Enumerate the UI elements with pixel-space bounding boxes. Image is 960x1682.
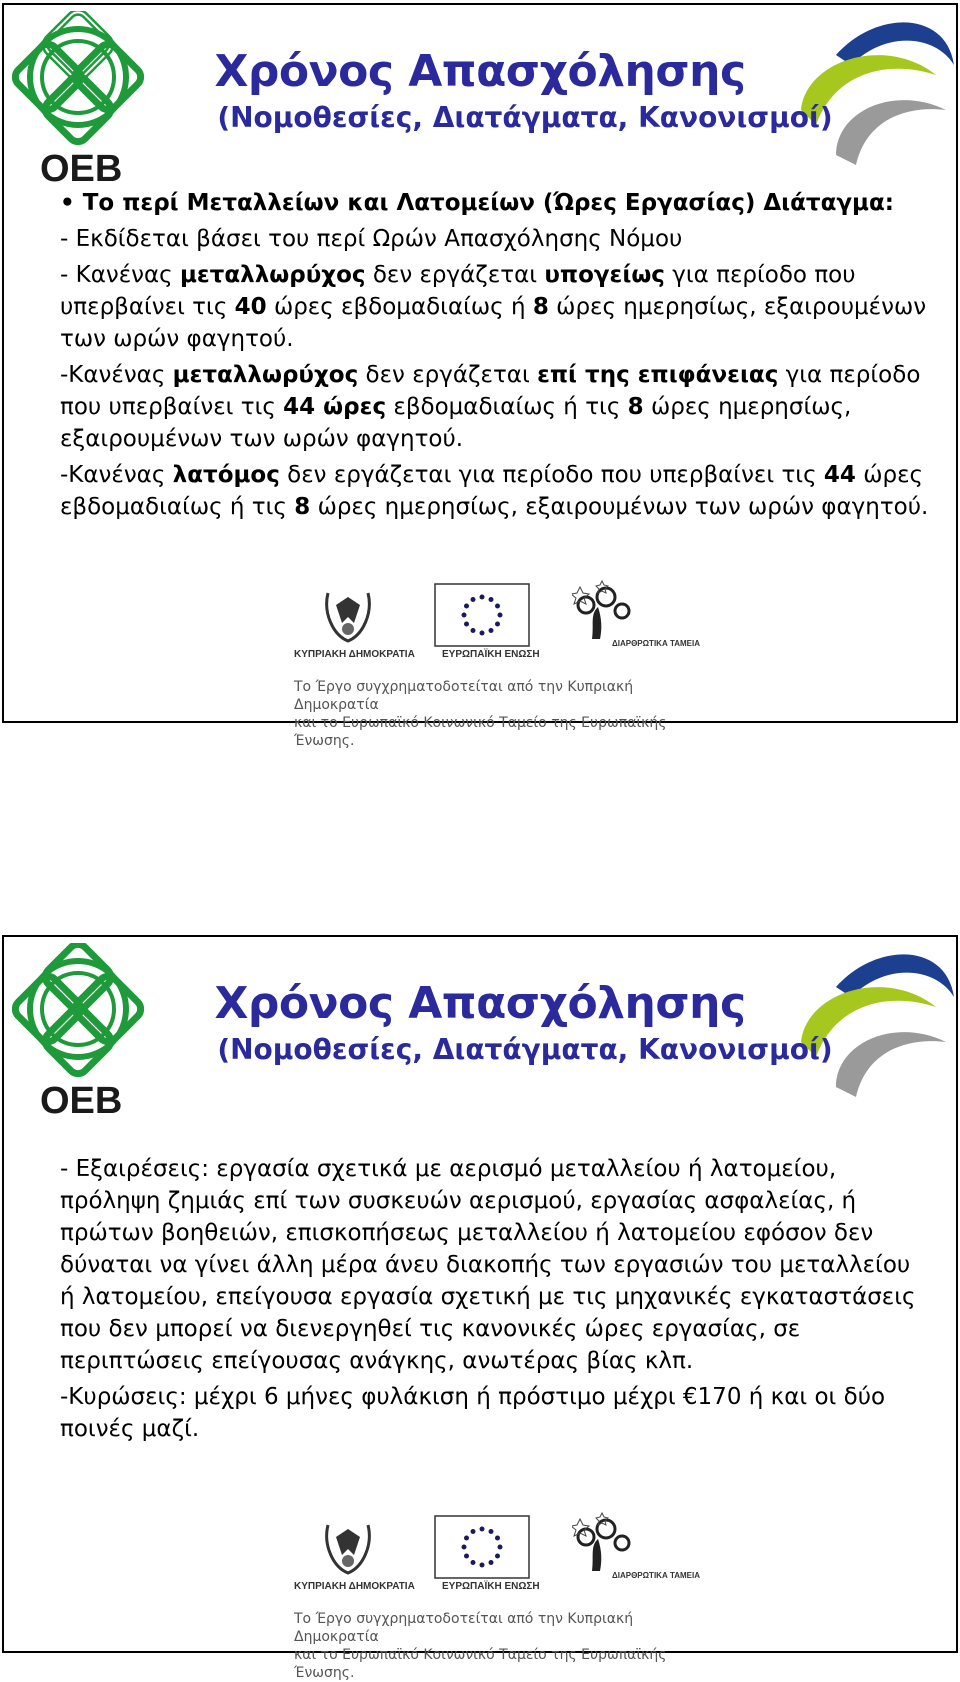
text-run: δεν εργάζεται <box>365 262 545 288</box>
text-run: εβδομαδιαίως ή τις <box>386 394 628 420</box>
page-subtitle: (Νομοθεσίες, Διατάγματα, Κανονισμοί) <box>217 101 833 134</box>
body-paragraph <box>60 459 932 523</box>
slide-1 <box>2 3 958 749</box>
oeb-logo-text: OEB <box>40 1080 123 1118</box>
funds-label: ΔΙΑΡΘΡΩΤΙΚΑ ΤΑΜΕΙΑ <box>612 1571 701 1580</box>
funding-line-2: και το Ευρωπαϊκό Κοινωνικό Ταμείο της Ευρωπαϊκής Ένωσης. <box>294 1647 667 1681</box>
bold-run: • Το περί Μεταλλείων και Λατομείων (Ώρες Εργασίας) Διάταγμα: <box>60 190 894 216</box>
text-run: για περίοδο που υπερβαίνει τις <box>60 262 856 320</box>
bold-run: 8 <box>294 494 311 520</box>
text-run: -Κυρώσεις: μέχρι 6 μήνες φυλάκιση ή πρόστιμο μέχρι €170 ή και οι δύο ποινές μαζί. <box>60 1384 886 1442</box>
funding-line-1: Το Έργο συγχρηματοδοτείται από την Κυπριακή Δημοκρατία <box>294 1611 634 1645</box>
oeb-logo-text: OEB <box>40 148 123 186</box>
bold-run: 44 ώρες <box>283 394 387 420</box>
slide-body <box>60 1153 932 1449</box>
oeb-logo-icon <box>12 943 162 1118</box>
funding-footer <box>294 1515 714 1681</box>
body-paragraph <box>60 259 932 355</box>
funding-footer <box>294 583 714 749</box>
text-run: ώρες εβδομαδιαίως ή <box>266 294 533 320</box>
bold-run: υπογείως <box>544 262 665 288</box>
funds-label: ΔΙΑΡΘΡΩΤΙΚΑ ΤΑΜΕΙΑ <box>612 639 701 648</box>
funds-tree-icon <box>572 579 638 643</box>
bold-run: επί της επιφάνειας <box>537 362 779 388</box>
funding-text <box>294 1610 714 1682</box>
funding-line-1: Το Έργο συγχρηματοδοτείται από την Κυπριακή Δημοκρατία <box>294 679 634 713</box>
cyprus-emblem-icon <box>318 583 378 645</box>
eu-label: ΕΥΡΩΠΑΪΚΗ ΕΝΩΣΗ <box>442 1581 540 1592</box>
text-run: - Εκδίδεται βάσει του περί Ωρών Απασχόλησης Νόμου <box>60 226 683 252</box>
page-subtitle: (Νομοθεσίες, Διατάγματα, Κανονισμοί) <box>217 1033 833 1066</box>
bold-run: 8 <box>627 394 644 420</box>
oeb-logo-icon <box>12 11 162 186</box>
text-run: ώρες ημερησίως, εξαιρουμένων των ωρών φαγητού. <box>60 394 852 452</box>
text-run: -Κανένας <box>60 362 173 388</box>
page-title: Χρόνος Απασχόλησης <box>214 46 746 97</box>
eu-flag-icon <box>434 583 530 647</box>
body-paragraph <box>60 187 932 219</box>
text-run: δεν εργάζεται <box>358 362 538 388</box>
page-title: Χρόνος Απασχόλησης <box>214 978 746 1029</box>
slide-body <box>60 187 932 527</box>
text-run: - Εξαιρέσεις: εργασία σχετικά με αερισμό μεταλλείου ή λατομείου, πρόληψη ζημιάς επί των συσκευών αερισμού, εργασίας ασφαλείας, ή πρώτων βοηθειών, επισκοπήσεως μεταλλείου ή λατομείου εφόσον δεν δύναται να γίνει άλλη μέρα άνευ διακοπής των εργασιών του μεταλλείου ή λατομείου, επείγουσα εργασία σχετική με τις μηχανικές εγκαταστάσεις που δεν μπορεί να διενεργηθεί τις κανονικές ώρες εργασίας, σε περιπτώσεις επείγουσας ανάγκης, ανωτέρας βίας κλπ. <box>60 1156 916 1374</box>
bold-run: λατόμος <box>172 462 280 488</box>
bold-run: 40 <box>234 294 267 320</box>
body-paragraph <box>60 1153 932 1377</box>
text-run: δεν εργάζεται για περίοδο που υπερβαίνει τις <box>279 462 824 488</box>
cyprus-label: ΚΥΠΡΙΑΚΗ ΔΗΜΟΚΡΑΤΙΑ <box>294 649 415 660</box>
text-run: ώρες ημερησίως, εξαιρουμένων των ωρών φαγητού. <box>310 494 929 520</box>
bold-run: μεταλλωρύχος <box>179 262 366 288</box>
body-paragraph <box>60 359 932 455</box>
bold-run: 8 <box>532 294 549 320</box>
funds-tree-icon <box>572 1511 638 1575</box>
body-paragraph <box>60 223 932 255</box>
slide-2 <box>2 935 958 1681</box>
body-paragraph <box>60 1381 932 1445</box>
text-run: ώρες ημερησίως, εξαιρουμένων των ωρών φαγητού. <box>60 294 927 352</box>
funding-line-2: και το Ευρωπαϊκό Κοινωνικό Ταμείο της Ευρωπαϊκής Ένωσης. <box>294 715 667 749</box>
eu-label: ΕΥΡΩΠΑΪΚΗ ΕΝΩΣΗ <box>442 649 540 660</box>
text-run: - Κανένας <box>60 262 180 288</box>
eu-flag-icon <box>434 1515 530 1579</box>
text-run: για περίοδο που υπερβαίνει τις <box>60 362 921 420</box>
cyprus-label: ΚΥΠΡΙΑΚΗ ΔΗΜΟΚΡΑΤΙΑ <box>294 1581 415 1592</box>
funding-text <box>294 678 714 750</box>
cyprus-emblem-icon <box>318 1515 378 1577</box>
bold-run: μεταλλωρύχος <box>172 362 359 388</box>
text-run: -Κανένας <box>60 462 173 488</box>
bold-run: 44 <box>823 462 856 488</box>
text-run: ώρες εβδομαδιαίως ή τις <box>60 462 924 520</box>
